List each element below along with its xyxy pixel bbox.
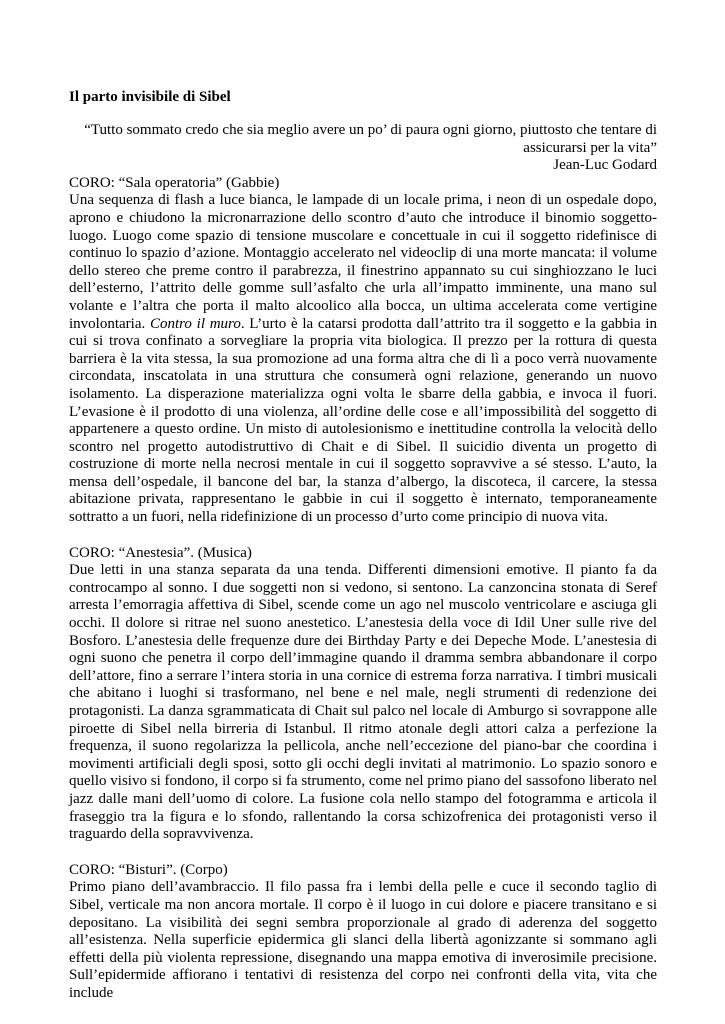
body-text: . L’urto è la catarsi prodotta dall’attrito tra il soggetto e la gabbia in cui si trova confinato a sorvegliare la propria vita biologica. Il prezzo per la rottura di questa barriera è la vita stessa, la sua promozione ad una forma altra che di lì a poco verrà nuovamente circondata, inscatolata in una struttura che consumerà ogni relazione, generando un nuovo isolamento. La disperazione materializza ogni volta le sbarre della gabbia, e invoca il fuori. L’evasione è il prodotto di una violenza, all’ordine delle cose e all’impossibilità del soggetto di appartenere a questo ordine. Un misto di autolesionismo e inettitudine controlla la velocità dello scontro nel progetto autodistruttivo di Chait e di Sibel. Il suicidio diventa un progetto di costruzione di morte nella necrosi mentale in cui il soggetto sopravvive a sé stesso. L’auto, la mensa dell’ospedale, il bancone del bar, la stanza d’albergo, la discoteca, il carcere, la stessa abitazione privata, rappresentano le gabbie in cui il soggetto è internato, temporaneamente sottratto a un fuori, nella ridefinizione di un processo d’urto come principio di nuova vita. xyxy=(69,315,658,526)
section-sala-operatoria xyxy=(69,175,657,527)
epigraph-author: Jean-Luc Godard xyxy=(553,157,657,174)
section-heading: CORO: “Anestesia”. (Musica) xyxy=(69,544,252,561)
document-title: Il parto invisibile di Sibel xyxy=(69,89,231,105)
section-bisturi xyxy=(69,862,657,1003)
section-heading: CORO: “Sala operatoria” (Gabbie) xyxy=(69,174,280,191)
body-text: Una sequenza di flash a luce bianca, le lampade di un locale prima, i neon di un ospedale dopo, aprono e chiudono la micronarrazione dello scontro d’auto che introduce il binomio soggetto-luogo. Luogo come spazio di tensione muscolare e concettuale in cui il soggetto ridefinisce di continuo lo spazio d’azione. Montaggio accelerato nel videoclip di una morte mancata: il volume dello stereo che preme contro il parabrezza, il finestrino appannato su cui singhiozzano le luci dell’esterno, l’attrito delle gomme sull’asfalto che urla all’impatto imminente, una mano sul volante e l’altra che porta il malto alcoolico alla bocca, un ultima accelerata come vertigine involontaria. xyxy=(69,192,657,332)
section-heading: CORO: “Bisturi”. (Corpo) xyxy=(69,861,228,878)
section-body: Primo piano dell’avambraccio. Il filo passa fra i lembi della pelle e cuce il secondo taglio di Sibel, verticale ma non ancora mortale. Il corpo è il luogo in cui dolore e piacere transitano e si depositano. La visibilità dei segni sembra proporzionale al grado di aderenza del soggetto all’esistenza. Nella superficie epidermica gli slanci della libertà agonizzante si sommano agli effetti della più violenta repressione, disegnando una mappa emotiva di inverosimile precisione. Sull’epidermide affiorano i tentativi di resistenza del corpo nei confronti della vita, vita che include xyxy=(69,879,657,1001)
section-body xyxy=(69,192,657,526)
epigraph-quote: “Tutto sommato credo che sia meglio avere un po’ di paura ogni giorno, piuttosto che tentare di assicurarsi per la vita” xyxy=(84,122,657,156)
section-anestesia xyxy=(69,545,657,844)
section-body: Due letti in una stanza separata da una tenda. Differenti dimensioni emotive. Il pianto fa da controcampo al sonno. I due soggetti non si vedono, si sentono. La canzoncina stonata di Seref arresta l’emorragia affettiva di Sibel, scende come un ago nel muscolo ventricolare e asciuga gli occhi. Il dolore si ritrae nel suono anestetico. L’anestesia della voce di Idil Uner sulle rive del Bosforo. L’anestesia delle frequenze dure dei Birthday Party e dei Depeche Mode. L’anestesia di ogni suono che penetra il corpo dell’immagine quando il dramma sembra abbandonare il corpo dell’attore, fino a serrare l’intera storia in una cornice di estrema forza narrativa. I timbri musicali che abitano i luoghi si trasformano, nel bene e nel male, negli strumenti di redenzione dei protagonisti. La danza sgrammaticata di Chait sul palco nel locale di Amburgo si sovrappone alle piroette di Sibel nella birreria di Istanbul. Il ritmo atonale degli attori calza a perfezione la frequenza, il suono regolarizza la pellicola, anche nell’eccezione del piano-bar che coordina i movimenti artificiali degli sposi, sotto gli occhi degli invitati al matrimonio. Lo spazio sonoro e quello visivo si fondono, il corpo si fa strumento, come nel primo piano del sassofono liberato nel jazz dalle mani dell’uomo di colore. La fusione cola nello stampo del fotogramma e articola il fraseggio tra la figura e lo sfondo, rallentando la corsa schizofrenica dei protagonisti verso il traguardo della sopravvivenza. xyxy=(69,562,657,843)
body-italic-text: Contro il muro xyxy=(149,315,241,332)
